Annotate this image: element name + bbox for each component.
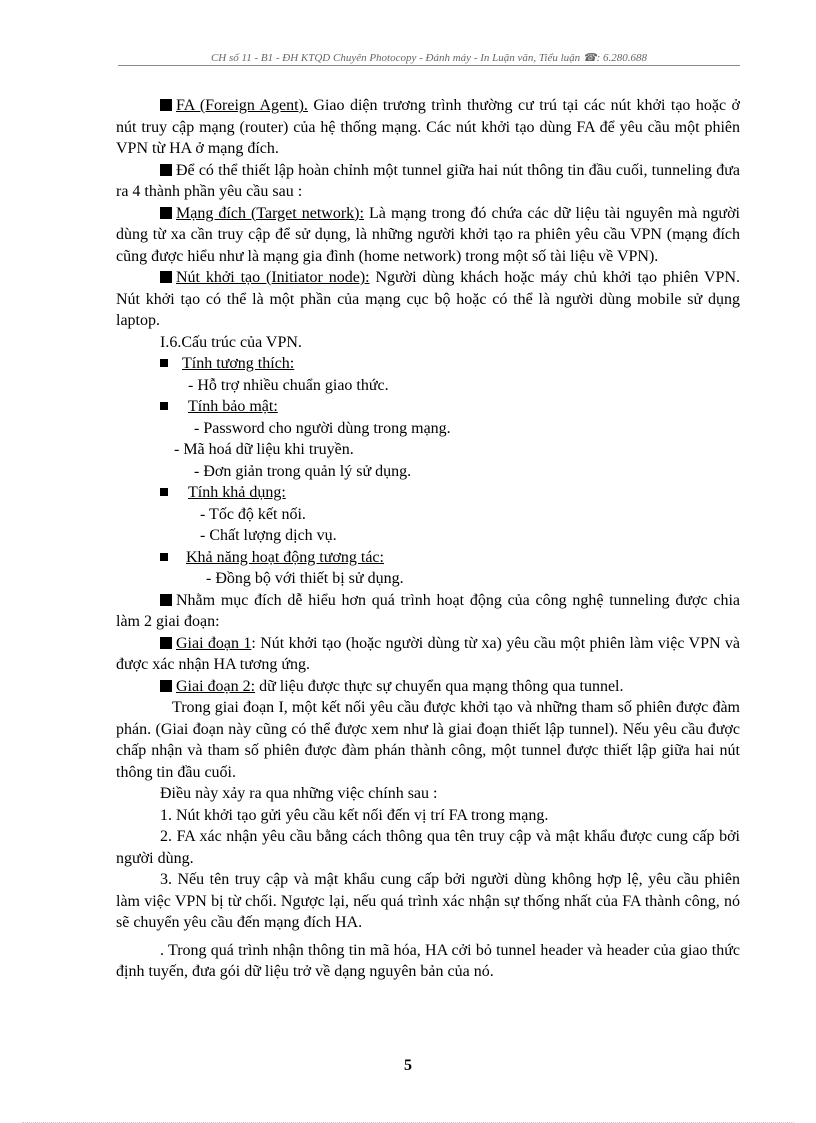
- bullet-square-icon: [160, 99, 172, 111]
- feature-item: - Tốc độ kết nối.: [200, 505, 306, 523]
- bullet-square-icon: [160, 271, 172, 283]
- feature-title: Khả năng hoạt động tương tác:: [116, 547, 740, 569]
- paragraph-phase-2: Giai đoạn 2: dữ liệu được thực sự chuyển qua mạng thông qua tunnel.: [116, 676, 740, 698]
- feature-item: - Đơn giản trong quản lý sử dụng.: [194, 462, 412, 480]
- bullet-square-icon: [160, 488, 168, 496]
- paragraph-target-network: Mạng đích (Target network): Là mạng trong đó chứa các dữ liệu tài nguyên mà người dùng từ xa cần truy cập để sử dụng, là những người khởi tạo ra phiên yêu cầu VPN (mạng đích cũng được hiểu như là mạng gia đình (home network) trong một số tài liệu về VPN).: [116, 204, 740, 265]
- step-item: 2. FA xác nhận yêu cầu bằng cách thông qua tên truy cập và mật khẩu được cung cấp bởi người dùng.: [116, 828, 740, 867]
- bullet-square-icon: [160, 359, 168, 367]
- paragraph-phases-intro: Nhằm mục đích dễ hiểu hơn quá trình hoạt động của công nghệ tunneling được chia làm 2 giai đoạn:: [116, 591, 740, 630]
- bullet-square-icon: [160, 207, 172, 219]
- step-item: . Trong quá trình nhận thông tin mã hóa, HA cởi bỏ tunnel header và header của giao thức định tuyến, đưa gói dữ liệu trở về dạng nguyên bản của nó.: [116, 941, 740, 980]
- paragraph-phase-1-detail: Trong giai đoạn I, một kết nối yêu cầu được khởi tạo và những tham số phiên được đàm phán. (Giai đoạn này cũng có thể được xem như là giai đoạn thiết lập tunnel). Nếu yêu cầu được chấp nhận và tham số phiên được đàm phán thành công, một tunnel được thiết lập giữa hai nút thông tin đầu cuối.: [116, 699, 740, 781]
- document-body: [116, 95, 740, 983]
- bullet-square-icon: [160, 594, 172, 606]
- feature-item: - Chất lượng dịch vụ.: [200, 527, 337, 544]
- term-fa: FA (Foreign Agent).: [176, 97, 308, 114]
- paragraph-steps-intro: Điều này xảy ra qua những việc chính sau :: [160, 785, 438, 802]
- feature-item: - Password cho người dùng trong mạng.: [194, 419, 451, 437]
- page-number: 5: [404, 1057, 412, 1074]
- paragraph-fa: FA (Foreign Agent). Giao diện trương trình thường cư trú tại các nút khởi tạo hoặc ở nút truy cập mạng (router) của hệ thống mạng. Các nút khởi tạo dùng FA để yêu cầu một phiên VPN từ HA ở mạng đích.: [116, 97, 740, 157]
- step-item: 1. Nút khởi tạo gửi yêu cầu kết nối đến vị trí FA trong mạng.: [160, 806, 549, 824]
- feature-item: - Đồng bộ với thiết bị sử dụng.: [206, 570, 404, 587]
- paragraph-phase-1: Giai đoạn 1: Nút khởi tạo (hoặc người dùng từ xa) yêu cầu một phiên làm việc VPN và được xác nhận HA tương ứng.: [116, 634, 740, 673]
- paragraph-initiator-node: Nút khởi tạo (Initiator node): Người dùng khách hoặc máy chủ khởi tạo phiên VPN. Nút khởi tạo có thể là một phần của mạng cục bộ hoặc có thể là người dùng mobile sử dụng laptop.: [116, 269, 740, 329]
- bullet-square-icon: [160, 680, 172, 692]
- bullet-square-icon: [160, 402, 168, 410]
- feature-item: - Hỗ trợ nhiều chuẩn giao thức.: [188, 376, 389, 394]
- section-title: I.6.Cấu trúc của VPN.: [160, 333, 302, 351]
- paragraph-tunnel-intro: Để có thể thiết lập hoàn chỉnh một tunnel giữa hai nút thông tin đầu cuối, tunneling đưa ra 4 thành phần yêu cầu sau :: [116, 161, 740, 200]
- feature-title: Tính bảo mật:: [116, 396, 740, 418]
- page-header: CH số 11 - B1 - ĐH KTQD Chuyên Photocopy - Đánh máy - In Luận văn, Tiểu luận ☎: 6.280.688: [118, 52, 740, 66]
- feature-title: Tính khả dụng:: [116, 482, 740, 504]
- step-item: 3. Nếu tên truy cập và mật khẩu cung cấp bởi người dùng không hợp lệ, yêu cầu phiên làm việc VPN bị từ chối. Ngược lại, nếu quá trình xác nhận sự thống nhất của FA thành công, nó sẽ chuyển yêu cầu đến mạng đích HA.: [116, 871, 740, 931]
- feature-title: Tính tương thích:: [116, 353, 740, 375]
- bullet-square-icon: [160, 164, 172, 176]
- bullet-square-icon: [160, 553, 168, 561]
- feature-item: - Mã hoá dữ liệu khi truyền.: [174, 441, 354, 458]
- bullet-square-icon: [160, 637, 172, 649]
